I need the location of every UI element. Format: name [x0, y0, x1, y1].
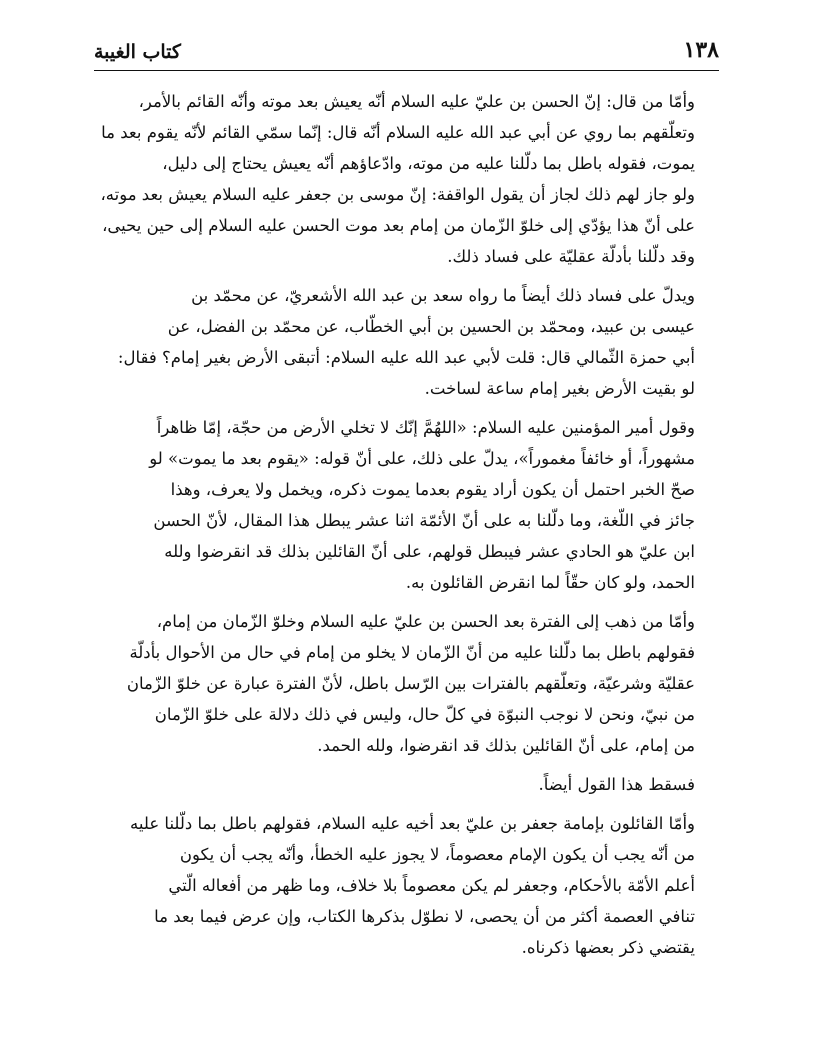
text-line: أعلم الأمّة بالأحكام، وجعفر لم يكن معصوماً بلا خلاف، وما ظهر من أفعاله الّتي — [168, 876, 695, 895]
paragraph — [94, 412, 719, 598]
text-line: من أنّه يجب أن يكون الإمام معصوماً، لا يجوز عليه الخطأ، وأنّه يجب أن يكون — [179, 845, 695, 864]
paragraph — [94, 280, 719, 404]
text-line: أبي حمزة الثّمالي قال: قلت لأبي عبد الله عليه السلام: أتبقى الأرض بغير إمام؟ فقال: — [117, 348, 695, 367]
text-line: لو بقيت الأرض بغير إمام ساعة لساخت. — [424, 379, 695, 398]
text-line: فقولهم باطل بما دلّلنا عليه من أنّ الزّمان لا يخلو من إمام في حال من الأحوال بأدلّة — [129, 643, 695, 662]
text-line: من إمام، على أنّ القائلين بذلك قد انقرضوا، ولله الحمد. — [317, 736, 695, 755]
text-line: عقليّة وشرعيّة، وتعلّقهم بالفترات بين الرّسل باطل، لأنّ الفترة عبارة عن خلوّ الزّمان — [126, 674, 695, 693]
text-line: يموت، فقوله باطل بما دلّلنا عليه من موته، وادّعاؤهم أنّه يعيش يحتاج إلى دليل، — [162, 154, 695, 173]
paragraph — [94, 606, 719, 761]
paragraph — [94, 86, 719, 272]
text-line: وقد دلّلنا بأدلّة عقليّة على فساد ذلك. — [447, 247, 695, 266]
text-line: ابن عليّ هو الحادي عشر فيبطل قولهم، على أنّ القائلين بذلك قد انقرضوا ولله — [164, 542, 695, 561]
text-line: وأمّا من قال: إنّ الحسن بن عليّ عليه السلام أنّه يعيش بعد موته وأنّه القائم بالأمر، — [138, 92, 695, 111]
page-number: ١٣٨ — [683, 37, 719, 63]
text-line: وتعلّقهم بما روي عن أبي عبد الله عليه السلام أنّه قال: إنّما سمّي القائم لأنّه يقوم بعد ما — [101, 123, 695, 142]
text-line: تنافي العصمة أكثر من أن يحصى، لا نطوّل بذكرها الكتاب، وإن عرض فيما بعد ما — [154, 907, 695, 926]
text-line: وقول أمير المؤمنين عليه السلام: «اللهُمَّ إنّك لا تخلي الأرض من حجّة، إمّا ظاهراً — [156, 418, 695, 437]
running-title: كتاب الغيبة — [94, 41, 181, 63]
page-header — [94, 36, 719, 71]
text-line: ويدلّ على فساد ذلك أيضاً ما رواه سعد بن عبد الله الأشعريّ، عن محمّد بن — [191, 286, 695, 305]
text-line: جائز في اللّغة، وما دلّلنا به على أنّ الأئمّة اثنا عشر يبطل هذا المقال، لأنّ الحسن — [153, 511, 695, 530]
text-line: الحمد، ولو كان حقّاً لما انقرض القائلون به. — [405, 573, 695, 592]
text-line: عيسى بن عبيد، ومحمّد بن الحسين بن أبي الخطّاب، عن محمّد بن الفضل، عن — [167, 317, 695, 336]
paragraph — [94, 808, 719, 963]
text-line: فسقط هذا القول أيضاً. — [538, 775, 695, 794]
text-line: ولو جاز لهم ذلك لجاز أن يقول الواقفة: إنّ موسى بن جعفر عليه السلام يعيش بعد موته، — [100, 185, 695, 204]
text-line: وأمّا القائلون بإمامة جعفر بن عليّ بعد أخيه عليه السلام، فقولهم باطل بما دلّلنا عليه — [130, 814, 695, 833]
text-line: يقتضي ذكر بعضها ذكرناه. — [521, 938, 695, 957]
body-text — [94, 86, 719, 971]
text-line: وأمّا من ذهب إلى الفترة بعد الحسن بن عليّ عليه السلام وخلوّ الزّمان من إمام، — [156, 612, 695, 631]
text-line: صحّ الخبر احتمل أن يكون أراد يقوم بعدما يموت ذكره، ويخمل ولا يعرف، وهذا — [170, 480, 695, 499]
text-line: على أنّ هذا يؤدّي إلى خلوّ الزّمان من إمام بعد موت الحسن عليه السلام إلى حين يحيى، — [102, 216, 695, 235]
text-line: مشهوراً، أو خائفاً مغموراً»، يدلّ على ذلك، على أنّ قوله: «يقوم بعد ما يموت» لو — [149, 449, 695, 468]
text-line: من نبيّ، ونحن لا نوجب النبوّة في كلّ حال، وليس في ذلك دلالة على خلوّ الزّمان — [154, 705, 695, 724]
paragraph — [94, 769, 719, 800]
